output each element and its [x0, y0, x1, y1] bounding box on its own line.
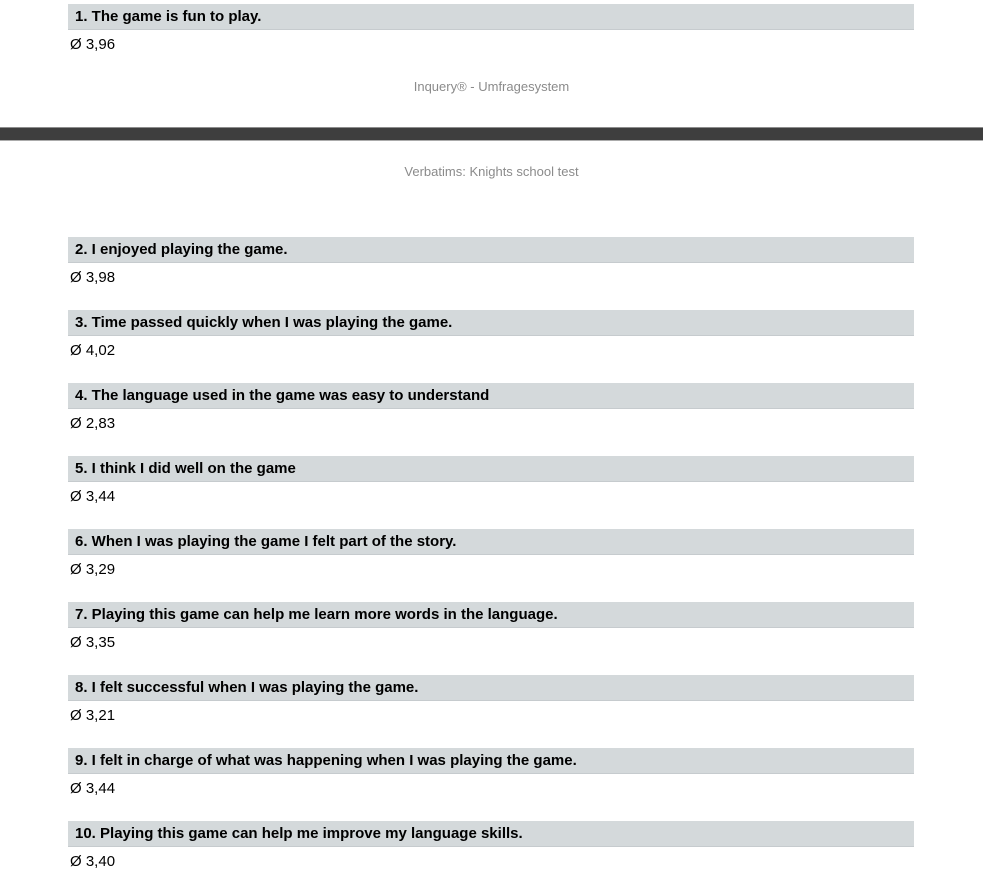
question-label: 7. Playing this game can help me learn more words in the language. — [75, 606, 558, 623]
question-block — [68, 821, 914, 872]
average-value: 3,21 — [85, 707, 116, 724]
question-label: 2. I enjoyed playing the game. — [75, 241, 288, 258]
question-average — [68, 852, 914, 872]
average-value: 3,44 — [85, 780, 116, 797]
question-block — [68, 675, 914, 726]
question-header — [68, 748, 914, 774]
average-value: 3,96 — [85, 36, 116, 53]
question-average — [68, 414, 914, 434]
question-label: 5. I think I did well on the game — [75, 460, 296, 477]
question-label: 4. The language used in the game was easy to understand — [75, 387, 490, 404]
question-label: 3. Time passed quickly when I was playing the game. — [75, 314, 453, 331]
average-value: 3,44 — [85, 488, 116, 505]
question-header — [68, 821, 914, 847]
page-2-content — [68, 180, 914, 872]
average-symbol: Ø — [70, 36, 82, 53]
average-symbol: Ø — [70, 342, 82, 359]
question-average — [68, 35, 914, 55]
question-average — [68, 560, 914, 580]
question-average — [68, 487, 914, 507]
average-symbol: Ø — [70, 561, 82, 578]
question-header — [68, 675, 914, 701]
question-block — [68, 529, 914, 580]
question-block — [68, 383, 914, 434]
question-average — [68, 633, 914, 653]
question-label: 8. I felt successful when I was playing the game. — [75, 679, 419, 696]
question-average — [68, 268, 914, 288]
average-symbol: Ø — [70, 634, 82, 651]
average-value: 3,29 — [85, 561, 116, 578]
average-symbol: Ø — [70, 488, 82, 505]
question-label: 1. The game is fun to play. — [75, 8, 262, 25]
page-title: Verbatims: Knights school test — [404, 164, 579, 179]
question-average — [68, 706, 914, 726]
average-symbol: Ø — [70, 853, 82, 870]
question-header — [68, 529, 914, 555]
average-value: 3,98 — [85, 269, 116, 286]
average-value: 3,35 — [85, 634, 116, 651]
question-header — [68, 310, 914, 336]
question-average — [68, 341, 914, 361]
question-header — [68, 4, 914, 30]
page-break-separator — [0, 127, 983, 141]
question-block — [68, 602, 914, 653]
question-block — [68, 456, 914, 507]
question-header — [68, 602, 914, 628]
question-block — [68, 748, 914, 799]
average-value: 4,02 — [85, 342, 116, 359]
question-average — [68, 779, 914, 799]
page-footer-text: Inquery® - Umfragesystem — [413, 79, 570, 94]
question-label: 9. I felt in charge of what was happening when I was playing the game. — [75, 752, 577, 769]
question-block — [68, 310, 914, 361]
average-symbol: Ø — [70, 269, 82, 286]
page-1-content — [68, 0, 914, 55]
question-header — [68, 456, 914, 482]
question-block — [68, 4, 914, 55]
question-label: 6. When I was playing the game I felt part of the story. — [75, 533, 457, 550]
question-label: 10. Playing this game can help me improve my language skills. — [75, 825, 523, 842]
average-symbol: Ø — [70, 415, 82, 432]
question-block — [68, 237, 914, 288]
average-value: 2,83 — [85, 415, 116, 432]
question-header — [68, 383, 914, 409]
average-symbol: Ø — [70, 707, 82, 724]
question-header — [68, 237, 914, 263]
average-symbol: Ø — [70, 780, 82, 797]
average-value: 3,40 — [85, 853, 116, 870]
